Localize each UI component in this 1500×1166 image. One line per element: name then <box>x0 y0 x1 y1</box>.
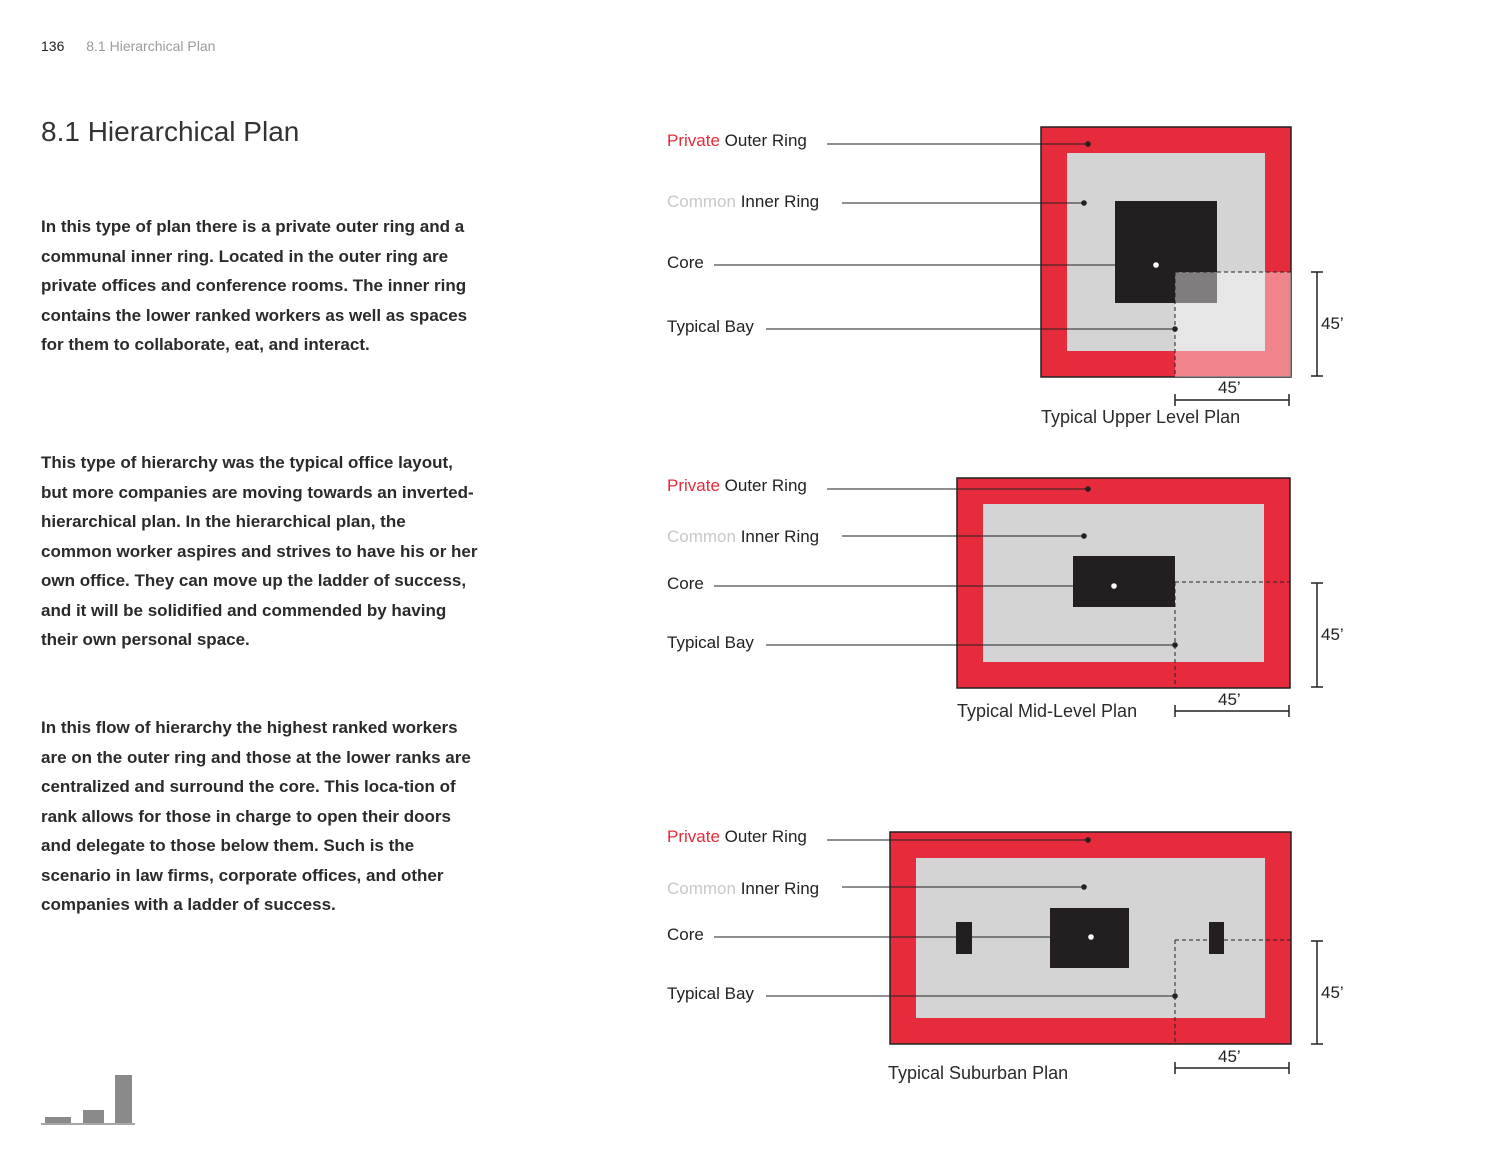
horizontal-dimension-label: 45’ <box>1218 378 1241 397</box>
vertical-dimension-label: 45’ <box>1321 625 1344 644</box>
page-title: 8.1 Hierarchical Plan <box>41 116 300 147</box>
secondary-core-block <box>956 922 972 954</box>
inner-ring-label: Common Inner Ring <box>667 192 820 211</box>
inner-ring-label: Common Inner Ring <box>667 879 820 898</box>
bar-logo-icon <box>41 1070 137 1126</box>
outer-ring-label: Private Outer Ring <box>667 827 807 846</box>
outer-ring-label: Private Outer Ring <box>667 476 807 495</box>
typical-bay-label: Typical Bay <box>667 984 754 1003</box>
typical-bay-label: Typical Bay <box>667 633 754 652</box>
upper-level-plan <box>667 127 1344 427</box>
paragraph-2: This type of hierarchy was the typical office layout, but more companies are moving towards an inverted- hierarchical plan. In the hierarchical plan, the common worker aspires and strives to have his or her own office. They can move up the ladder of success, and it will be solidified and commended by having their own personal space. <box>41 453 478 649</box>
typical-bay-area <box>1175 272 1291 377</box>
paragraph-3: In this flow of hierarchy the highest ranked workers are on the outer ring and those at the lower ranks are centralized and surround the core. This loca-tion of rank allows for those in charge to open their doors and delegate to those below them. Such is the scenario in law firms, corporate offices, and other companies with a ladder of success. <box>41 718 471 914</box>
horizontal-dimension-label: 45’ <box>1218 690 1241 709</box>
vertical-dimension-label: 45’ <box>1321 983 1344 1002</box>
plan-caption: Typical Upper Level Plan <box>1041 407 1241 427</box>
running-head-section: 8.1 Hierarchical Plan <box>86 38 216 54</box>
core-label: Core <box>667 925 704 944</box>
secondary-core-block <box>1209 922 1224 954</box>
suburban-plan <box>667 827 1344 1083</box>
core-label: Core <box>667 253 704 272</box>
typical-bay-label: Typical Bay <box>667 317 754 336</box>
horizontal-dimension-label: 45’ <box>1218 1047 1241 1066</box>
plan-caption: Typical Suburban Plan <box>888 1063 1069 1083</box>
paragraph-1: In this type of plan there is a private outer ring and a communal inner ring. Located in the outer ring are private offices and conference rooms. The inner ring contains the lower ranked workers as well as spaces for them to collaborate, eat, and interact. <box>41 217 468 354</box>
inner-ring-label: Common Inner Ring <box>667 527 820 546</box>
core-label: Core <box>667 574 704 593</box>
plan-caption: Typical Mid-Level Plan <box>957 701 1138 721</box>
mid-level-plan <box>667 476 1344 721</box>
core-block <box>1073 556 1175 607</box>
outer-ring-label: Private Outer Ring <box>667 131 807 150</box>
vertical-dimension-label: 45’ <box>1321 314 1344 333</box>
page-number: 136 <box>41 38 65 54</box>
